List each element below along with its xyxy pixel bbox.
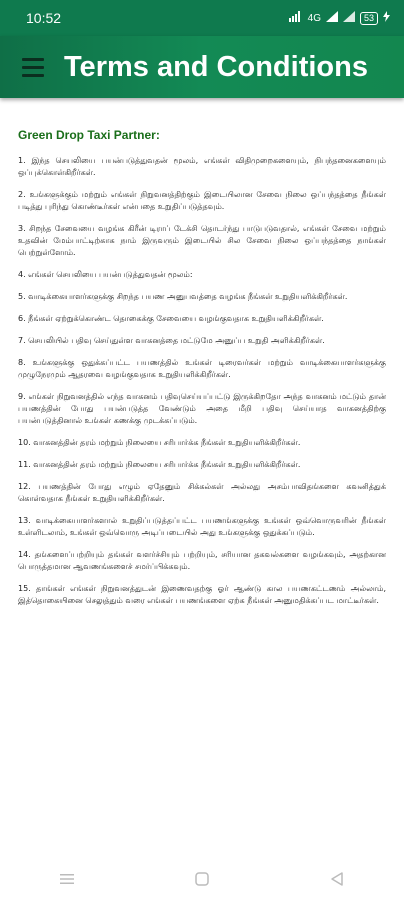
terms-paragraph: 3. சிறந்த சேவையை வழங்க கிரீன் டிராப் டேக்சி தொடர்ந்து பாடுபடுவதால், எங்கள் சேவை மற்றும் உதவின் மேம்பாட்டிற்காக நாம் இருவரும் இடையில் சில சேவை நிலை ஒப்பந்தத்தை நாங்கள் பெற்றுள்ளோம்.: [18, 224, 386, 257]
terms-paragraph: 13. வாடிக்கையாளர்களால் உறுதிப்படுத்தப்பட்ட பயணங்களுக்கு உங்கள் ஒவ்வொருவரின் நீங்கள் உள்ளிடலாம், உங்கள் ஒவ்வொரு அடிப்படையில் அது உங்களுக்கு ஒதுக்கப்படும்.: [18, 516, 386, 537]
terms-heading: Green Drop Taxi Partner:: [18, 128, 160, 142]
terms-paragraph: 5. வாடிக்கையாளர்களுக்கு சிறந்த பயண அனுபவத்தை வழங்க நீங்கள் உறுதியளிக்கிறீர்கள்.: [18, 292, 348, 301]
terms-paragraph: 2. உங்களுக்கும் மற்றும் எங்கள் நிறுவனத்திற்கும் இடையிலான சேவை நிலை ஒப்பந்தத்தை நீங்கள் படித்து புரிந்து கொண்டீர்கள் என்பதை உறுதிப்படுத்தவும்.: [18, 190, 386, 211]
system-nav-bar: [0, 858, 404, 900]
recent-apps-icon[interactable]: [52, 864, 82, 894]
page-title: Terms and Conditions: [64, 50, 368, 83]
terms-paragraph: 8. உங்களுக்கு ஒதுக்கப்பட்ட பயணத்தில் உங்கள் டிரைவர்கள் மற்றும் வாடிக்கையாளர்களுக்கு முழுநேரமும் ஆதரவை வழங்குவதாக உறுதியளிக்கிறீர்கள்.: [18, 358, 386, 379]
terms-paragraph: 12. பயணத்தின் போது எழும் ஏதேனும் சிக்கல்கள் அல்லது அசம்பாவிதங்களை கவனித்துக் கொள்வதாக நீங்கள் உறுதியளிக்கிறீர்கள்.: [18, 482, 386, 503]
network-type-label: 4G: [307, 12, 321, 24]
back-icon[interactable]: [322, 864, 352, 894]
terms-paragraph: 4. எங்கள் செயலியை பயன்படுத்துவதன் மூலம்:: [18, 270, 193, 279]
terms-paragraph: 1. இந்த செயலியை பயன்படுத்துவதன் மூலம், எங்கள் விதிமுறைகளையும், நிபந்தனைகளையும் ஒப்புக்கொள்கிறீர்கள்.: [18, 156, 386, 177]
terms-paragraph: 11. வாகனத்தின் தரம் மற்றும் நிலையை சரிபார்க்க நீங்கள் உறுதியளிக்கிறீர்கள்.: [18, 460, 301, 469]
terms-paragraph: 9. எங்கள் நிறுவனத்தில் எந்த வாகனம் பதிவுசெய்யப்பட்டு இருக்கிறதோ அந்த வாகனம் மட்டும் தான் பயணத்தின் போது பயன்படுத்த வேண்டும் அதை மீறி பதிவு செய்யாத வாகனத்திற்கு பயன்படுத்தினால் உங்கள் கணக்கு முடக்கப்படும்.: [18, 392, 386, 425]
signal2-icon: [343, 11, 355, 25]
charging-icon: [383, 11, 390, 25]
terms-paragraph: 15. தாங்கள் எங்கள் நிறுவனத்துடன் இணைவதற்கு ஓர் ஆண்டு கால பயணகட்டணம் அல்லாம், இத்தொகையினை செலுத்தும் வரை எங்கள் பயணங்களை ஏற்க நீங்கள் அனுமதிக்கப்பட மாட்டீர்கள்.: [18, 584, 386, 605]
app-bar: [0, 36, 404, 98]
network-icon: [289, 11, 303, 25]
terms-content[interactable]: [0, 98, 404, 858]
hamburger-menu-icon[interactable]: [10, 44, 56, 90]
status-bar: [0, 0, 404, 36]
signal-icon: [326, 11, 338, 25]
status-time: 10:52: [26, 10, 62, 26]
terms-paragraph: 7. செயலியில் பதிவு செய்துள்ள வாகனத்தை மட்டுமே அனுப்ப உறுதி அளிக்கிறீர்கள்.: [18, 336, 325, 345]
status-icons: [289, 11, 390, 25]
terms-paragraph: 10. வாகனத்தின் தரம் மற்றும் நிலையை சரிபார்க்க நீங்கள் உறுதியளிக்கிறீர்கள்.: [18, 438, 301, 447]
terms-paragraph: 6. நீங்கள் ஏற்றுக்கொண்ட தொகைக்கு சேவையை வழங்குவதாக உறுதியளிக்கிறீர்கள்.: [18, 314, 324, 323]
terms-paragraph: 14. தங்களைப்பற்றியும் தங்கள் வளர்ச்சியும் பற்றியும், சரியான தகவல்களை வழங்கவும், அதற்கான பொருத்தமான ஆவணங்களைச் சமர்ப்பிக்கவும்.: [18, 550, 386, 571]
battery-icon: 53: [360, 12, 378, 25]
home-icon[interactable]: [187, 864, 217, 894]
